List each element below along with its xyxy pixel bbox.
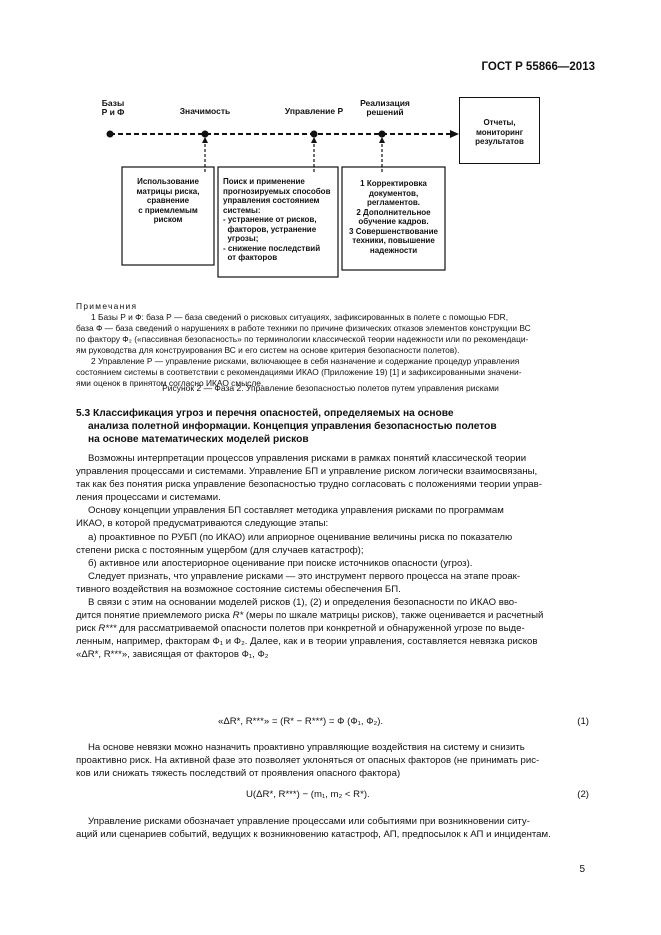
box-line: результатов: [475, 137, 524, 146]
paragraph-line: Следует признать, что управление рисками — это инструмент первого процесса на этапе проак-: [88, 570, 521, 582]
label-line: Значимость: [179, 106, 231, 116]
text-run: дится понятие приемлемого риска: [76, 610, 233, 622]
label-significance: [168, 107, 242, 116]
figure-notes: [76, 301, 588, 389]
heading-line: анализа полетной информации. Концепция управления безопасностью полетов: [88, 421, 497, 432]
paragraph-line: «ΔR*, R***», зависящая от факторов Ф₁, Ф₂: [76, 649, 269, 661]
heading-line: на основе математических моделей рисков: [88, 434, 309, 445]
paragraph-line: б) активное или апостериорное оценивание при поиске источников опасности (угроз).: [88, 557, 473, 569]
label-implementation: [354, 99, 416, 117]
paragraph-line: В связи с этим на основании моделей рисков (1), (2) и определения безопасности по ИКАО вво-: [88, 597, 518, 609]
label-line: решений: [366, 107, 404, 117]
box-line: 2 Дополнительное: [356, 207, 431, 217]
text-run: для рассматриваемой опасности полетов при конкретной и обнаруженной угрозе по выде-: [116, 623, 525, 635]
paragraph-line: Управление рисками обозначает управление процессами или событиями при возникновении ситу-: [88, 816, 530, 827]
note-line: 1 Базы Р и Ф: база Р — база сведений о рисковых ситуациях, зафиксированных в полете с помощью FDR,: [91, 312, 509, 322]
box-risk-control: [218, 167, 338, 277]
paragraph-line: [76, 609, 589, 622]
box-line: прогнозируемых способов: [223, 186, 331, 196]
figure-caption: Рисунок 2 — Фаза 2. Управление безопасностью полетов путем управления рисками: [162, 383, 499, 393]
label-line: Базы: [101, 98, 125, 108]
box-line: регламентов.: [366, 198, 421, 207]
box-line: риском: [153, 215, 183, 224]
box-line: матрицы риска,: [136, 186, 200, 196]
formula-1: «ΔR*, R***» = (R* − R***) = Ф (Ф₁, Ф₂).: [218, 716, 384, 727]
notes-title: Примечания: [76, 301, 138, 311]
box-line: - снижение последствий: [223, 243, 321, 253]
label-line: Реализация: [360, 98, 410, 108]
label-bases: [98, 99, 128, 117]
box-line: угрозы;: [223, 234, 259, 243]
box-line: документов,: [368, 188, 419, 198]
box-line: надежности: [369, 245, 418, 255]
calculated-risk-symbol: R***: [98, 623, 117, 635]
box-line: Отчеты,: [483, 118, 516, 127]
box-line: системы:: [223, 205, 261, 215]
box-significance: [122, 167, 214, 265]
text-run: (меры по шкале матрицы рисков), также оценивается и расчетный: [243, 610, 544, 622]
heading-line: 5.3 Классификация угроз и перечня опасностей, определяемых на основе: [76, 408, 454, 419]
text-run: риск: [76, 623, 99, 635]
paragraph-line: Возможны интерпретации процессов управления рисками в рамках понятий классической теории: [88, 453, 527, 464]
box-line: 3 Совершенствование: [349, 226, 438, 236]
paragraph-line: [76, 622, 589, 635]
paragraph-line: ленным, например, факторам Ф₁ и Ф₂. Далее, как и в теории управления, составляется невязка рисков: [76, 636, 538, 648]
note-line: база Ф — база сведений о нарушениях в работе техники по причине физических отказов элементов конструкции ВС: [76, 323, 531, 333]
document-code: ГОСТ Р 55866—2013: [481, 61, 595, 73]
label-line: Р и Ф: [101, 107, 125, 117]
box-line: 1 Корректировка: [360, 179, 427, 188]
body-text-2: [76, 741, 589, 780]
box-line: мониторинг: [475, 127, 524, 137]
body-text: [76, 452, 589, 662]
paragraph-line: тивного воздействия на возможное состояние системы обеспечения БП.: [76, 583, 401, 595]
paragraph-line: так как без понятия риска управление безопасностью трудно согласовать с положениями теории управ-: [76, 479, 542, 491]
paragraph-line: ков или снижать тяжесть последствий от проявления опасного фактора): [76, 768, 401, 780]
section-heading: [76, 407, 586, 446]
note-line: по фактору Ф₂ («пассивная безопасность» по терминологии классической теории надежности или по рекомендаци-: [76, 334, 529, 344]
label-risk-control: [274, 107, 354, 116]
note-line: 2 Управление Р — управление рисками, включающее в себя назначение и содержание процедур управления: [91, 356, 520, 366]
box-implementation: [342, 167, 445, 270]
box-line: техники, повышение: [352, 236, 435, 245]
label-line: Управление Р: [284, 106, 344, 116]
formula-1-number: (1): [577, 716, 589, 727]
paragraph-line: проактивно риск. На активной фазе это позволяет уклоняться от опасных факторов (не принимать рис-: [76, 755, 540, 767]
paragraph-line: степени риска с постоянным ущербом (для случаев катастроф);: [76, 544, 364, 556]
note-line: ям руководства для конструирования ВС и его систем на основе критерия безопасности полетов).: [76, 345, 460, 355]
box-line: сравнение: [146, 196, 190, 205]
box-line: управления состоянием: [223, 196, 320, 205]
acceptable-risk-symbol: R*: [232, 610, 244, 622]
results-box: [459, 97, 540, 164]
paragraph-line: аций или сценариев событий, ведущих к возникновению катастроф, АП, предпосылок к АП и инцидентам.: [76, 829, 551, 841]
box-line: факторов, устранение: [223, 224, 317, 234]
note-line: ями оценок в принятом согласно ИКАО смысле.: [76, 378, 264, 388]
box-line: Поиск и применение: [223, 177, 305, 186]
paragraph-line: а) проактивное по РУБП (по ИКАО) или априорное оценивание величины риска по показателю: [88, 531, 513, 543]
box-line: от факторов: [223, 253, 278, 262]
risk-diagram: [0, 0, 661, 300]
box-line: Использование: [137, 177, 199, 186]
page-number: 5: [579, 864, 585, 875]
paragraph-line: Основу концепции управления БП составляет методика управления рисками по программам: [88, 505, 504, 517]
paragraph-line: управления процессами и системами. Управление БП и управление риском логически взаимосвязаны,: [76, 466, 538, 478]
paragraph-line: ления процессами и системами.: [76, 492, 221, 504]
box-line: - устранение от рисков,: [223, 215, 317, 224]
box-line: обучение кадров.: [358, 217, 429, 226]
paragraph-line: ИКАО, в которой предусматриваются следующие этапы:: [76, 518, 329, 530]
body-text-3: [76, 815, 589, 841]
formula-2: U(ΔR*, R***) − (m₁, m₂ < R*).: [246, 789, 370, 800]
box-line: с приемлемым: [138, 205, 198, 215]
paragraph-line: На основе невязки можно назначить проактивно управляющие воздействия на систему и снизить: [88, 742, 525, 753]
formula-2-number: (2): [577, 789, 589, 800]
note-line: состоянием системы в соответствии с рекомендациями ИКАО (Приложение 19) [1] и зафиксированными значени-: [76, 367, 522, 377]
